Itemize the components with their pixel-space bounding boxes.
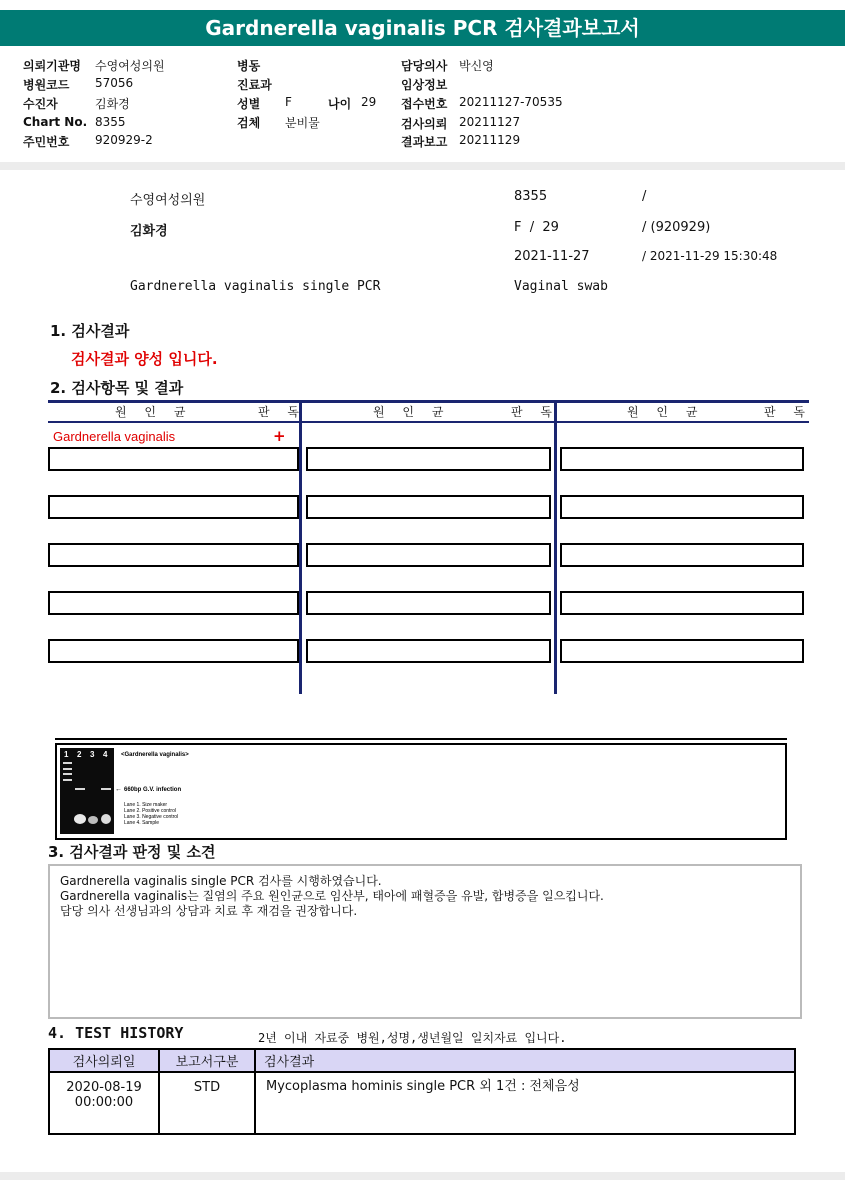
band-label: 660bp G.V. infection: [124, 787, 182, 793]
column-header-pathogen: 원 인 균: [373, 405, 451, 419]
grid-header-line: [48, 421, 809, 423]
pathogen-name: Gardnerella vaginalis: [53, 429, 176, 444]
table-row: [49, 1072, 795, 1134]
header-value: 20211129: [459, 133, 521, 147]
header-label: 접수번호: [401, 97, 448, 111]
lane-legend: Lane 4. Sample: [124, 820, 160, 826]
history-header-row: [49, 1049, 795, 1072]
history-date-cell: [49, 1072, 159, 1134]
header-value: 8355: [95, 115, 126, 129]
gel-caption: <Gardnerella vaginalis>: [121, 752, 189, 758]
header-label: 담당의사: [401, 59, 448, 73]
pathogen-result: +: [273, 427, 286, 445]
slash: /: [642, 189, 647, 204]
result-box: [48, 543, 299, 567]
header-label: 성별: [237, 97, 261, 111]
header-separator: [0, 162, 845, 170]
header-value: 김화경: [95, 97, 130, 111]
section-1-title: 1. 검사결과: [50, 322, 130, 340]
column-header-judgement: 판 독: [258, 405, 306, 419]
header-value: 20211127: [459, 115, 521, 129]
gel-bands-icon: [60, 748, 114, 834]
report-title: Gardnerella vaginalis PCR 검사결과보고서: [0, 10, 845, 46]
column-header-judgement: 판 독: [764, 405, 812, 419]
arrow-icon: ←: [115, 786, 122, 793]
opinion-line: 담당 의사 선생님과의 상담과 치료 후 재검을 권장합니다.: [60, 904, 358, 918]
footer-separator: [0, 1172, 845, 1180]
header-value: 57056: [95, 76, 134, 90]
opinion-line: Gardnerella vaginalis는 질염의 주요 원인균으로 임산부, 태아에 패혈증을 유발, 합병증을 일으킵니다.: [60, 889, 604, 903]
clinic-name: 수영여성의원: [130, 193, 206, 208]
header-label: 수진자: [23, 97, 58, 111]
grid-divider: [299, 400, 302, 694]
positive-result: 검사결과 양성 입니다.: [71, 350, 218, 368]
result-box: [560, 495, 804, 519]
header-value: 수영여성의원: [95, 59, 165, 73]
result-box: [306, 591, 551, 615]
lane-legend: Lane 3. Negative control: [124, 814, 179, 820]
header-value: 920929-2: [95, 133, 153, 147]
lane-legend: Lane 1. Size maker: [124, 802, 168, 808]
result-box: [306, 495, 551, 519]
lane-label: 1: [64, 750, 69, 759]
header-label: 검체: [237, 116, 261, 130]
column-header-judgement: 판 독: [511, 405, 559, 419]
sex-age: F / 29: [514, 220, 559, 235]
history-header: 검사의뢰일: [49, 1049, 159, 1072]
column-header-pathogen: 원 인 균: [115, 405, 193, 419]
request-date: 2021-11-27: [514, 249, 590, 264]
chart-number: 8355: [514, 189, 548, 204]
gel-electrophoresis-image: [60, 748, 114, 834]
history-result: Mycoplasma hominis single PCR 외 1건 : 전체음성: [255, 1072, 795, 1134]
header-value: 분비물: [285, 116, 320, 130]
header-value: 29: [361, 95, 377, 109]
opinion-line: Gardnerella vaginalis single PCR 검사를 시행하였습니다.: [60, 874, 382, 888]
lane-label: 4: [103, 750, 108, 759]
gel-top-line: [55, 738, 787, 740]
birth-date: / (920929): [642, 220, 711, 235]
result-box: [48, 447, 299, 471]
result-box: [560, 639, 804, 663]
history-header: 검사결과: [255, 1049, 795, 1072]
specimen: Vaginal swab: [514, 279, 608, 294]
section-2-title: 2. 검사항목 및 결과: [50, 379, 184, 397]
result-box: [306, 543, 551, 567]
section-4-title: 4. TEST HISTORY: [48, 1024, 184, 1042]
lane-legend: Lane 2. Positive control: [124, 808, 176, 814]
result-box: [306, 639, 551, 663]
history-type: STD: [159, 1072, 255, 1134]
header-label: 임상정보: [401, 78, 448, 92]
history-time: 00:00:00: [74, 1095, 134, 1110]
result-box: [48, 639, 299, 663]
history-header: 보고서구분: [159, 1049, 255, 1072]
patient-name: 김화경: [130, 224, 168, 239]
report-datetime: / 2021-11-29 15:30:48: [642, 249, 778, 263]
header-label: 검사의뢰: [401, 117, 448, 131]
history-note: 2년 이내 자료중 병원,성명,생년월일 일치자료 입니다.: [258, 1031, 567, 1045]
header-label: 결과보고: [401, 135, 448, 149]
header-value: 박신영: [459, 59, 494, 73]
result-box: [560, 591, 804, 615]
result-box: [48, 495, 299, 519]
header-label: 주민번호: [23, 135, 70, 149]
opinion-box: [48, 864, 802, 1019]
history-table: [48, 1048, 796, 1135]
header-label: Chart No.: [23, 115, 88, 129]
result-box: [306, 447, 551, 471]
header-value: F: [285, 95, 292, 109]
header-label: 의뢰기관명: [23, 59, 81, 73]
column-header-pathogen: 원 인 균: [627, 405, 705, 419]
result-box: [48, 591, 299, 615]
header-label: 병동: [237, 59, 261, 73]
test-name: Gardnerella vaginalis single PCR: [130, 279, 381, 294]
result-box: [560, 543, 804, 567]
header-label: 진료과: [237, 78, 272, 92]
header-label: 나이: [328, 97, 352, 111]
section-3-title: 3. 검사결과 판정 및 소견: [48, 843, 216, 861]
lane-label: 2: [77, 750, 82, 759]
header-value: 20211127-70535: [459, 95, 563, 109]
lane-label: 3: [90, 750, 95, 759]
history-date: 2020-08-19: [66, 1080, 142, 1095]
grid-divider: [554, 400, 557, 694]
result-box: [560, 447, 804, 471]
header-label: 병원코드: [23, 78, 70, 92]
